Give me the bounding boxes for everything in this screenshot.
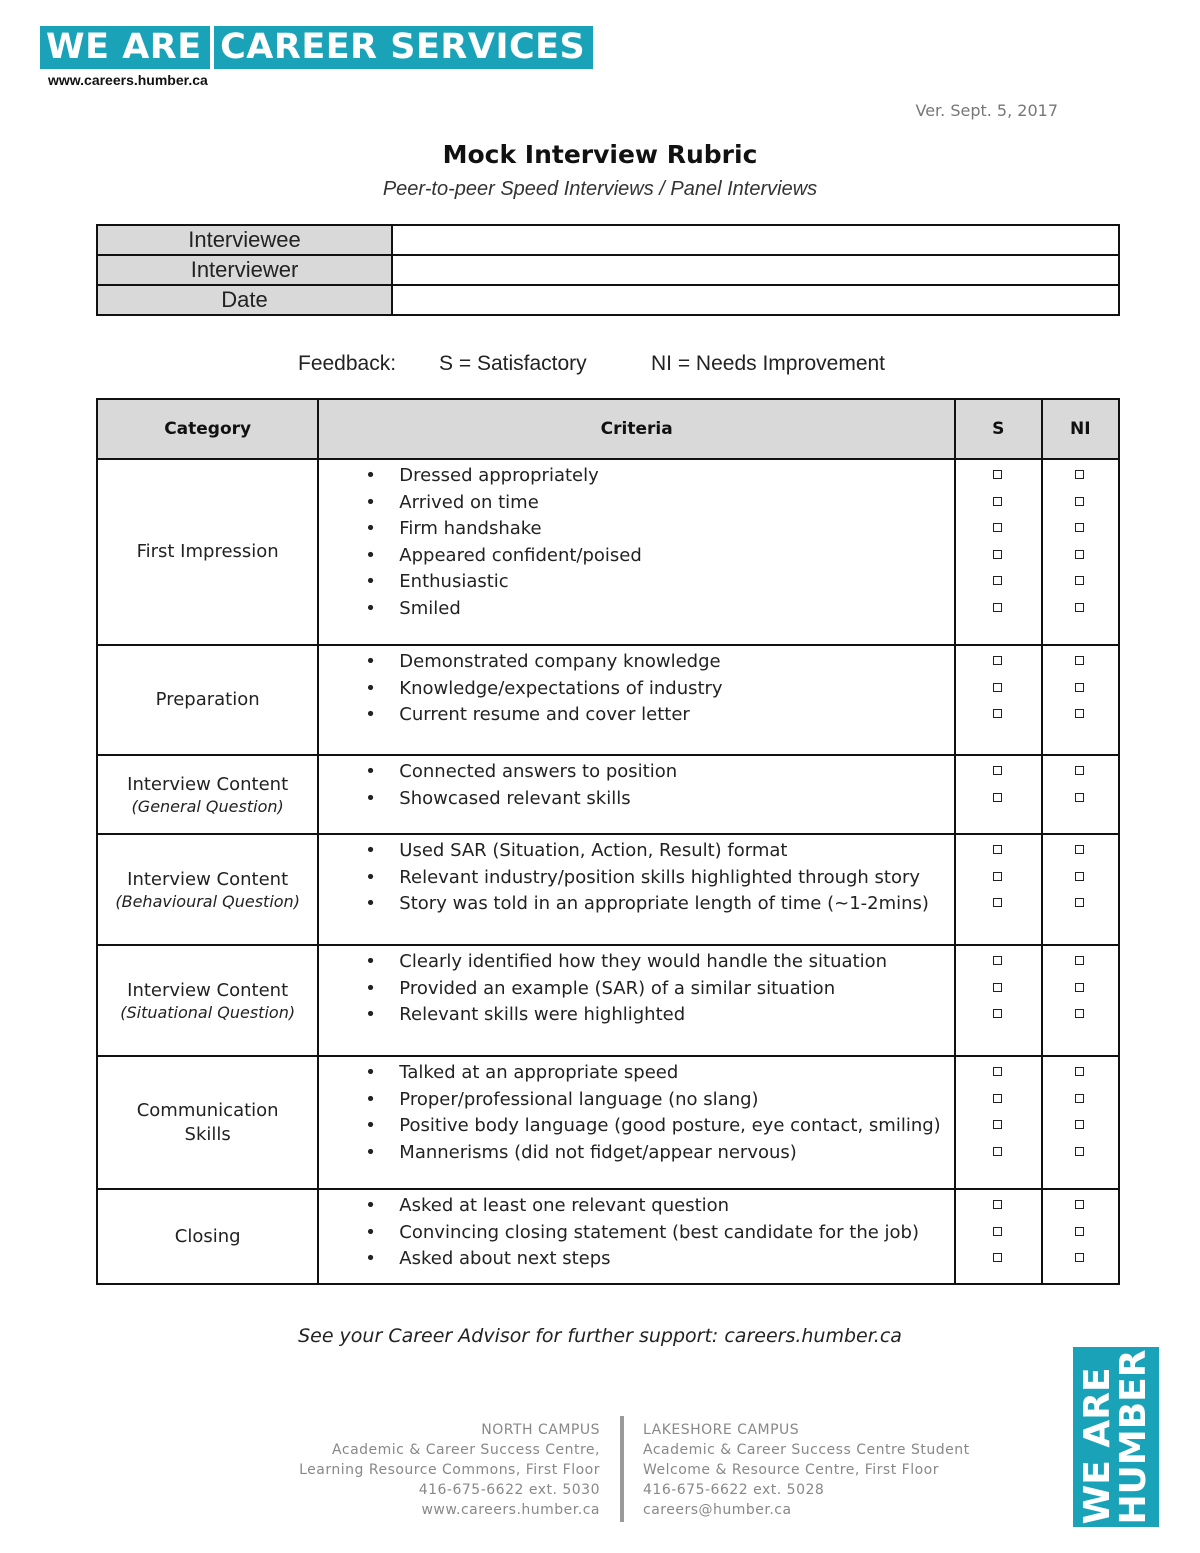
bullet-icon: • xyxy=(365,951,376,972)
checkbox-icon xyxy=(993,1200,1002,1209)
checkbox-icon xyxy=(1075,1067,1084,1076)
legend-satisfactory: S = Satisfactory xyxy=(439,352,587,375)
s-checkbox[interactable] xyxy=(956,543,1041,570)
category-label: Interview Content xyxy=(127,979,289,1001)
checkbox-icon xyxy=(993,683,1002,692)
ni-cell xyxy=(1042,834,1119,945)
criteria-text: Asked about next steps xyxy=(399,1248,611,1269)
ni-checkbox[interactable] xyxy=(1043,786,1118,813)
criteria-item xyxy=(319,676,954,703)
criteria-text: Current resume and cover letter xyxy=(399,704,690,725)
criteria-item xyxy=(319,569,954,596)
s-checkbox[interactable] xyxy=(956,1087,1041,1114)
criteria-item xyxy=(319,976,954,1003)
checkbox-icon xyxy=(1075,872,1084,881)
ni-checkbox[interactable] xyxy=(1043,490,1118,517)
ni-checkbox[interactable] xyxy=(1043,543,1118,570)
s-checkbox[interactable] xyxy=(956,949,1041,976)
ni-checkbox[interactable] xyxy=(1043,1087,1118,1114)
feedback-legend xyxy=(298,352,885,376)
ni-checkbox[interactable] xyxy=(1043,949,1118,976)
ni-checkbox[interactable] xyxy=(1043,676,1118,703)
ni-cell xyxy=(1042,645,1119,755)
s-checkbox[interactable] xyxy=(956,490,1041,517)
checkbox-icon xyxy=(1075,983,1084,992)
s-checkbox[interactable] xyxy=(956,1140,1041,1167)
criteria-item xyxy=(319,1140,954,1167)
checkbox-icon xyxy=(1075,523,1084,532)
ni-checkbox[interactable] xyxy=(1043,1002,1118,1029)
page-subtitle: Peer-to-peer Speed Interviews / Panel Interviews xyxy=(382,178,818,200)
criteria-cell xyxy=(318,1056,955,1189)
criteria-item xyxy=(319,1220,954,1247)
humber-logo-line-2: HUMBER xyxy=(1113,1349,1154,1525)
category-label: Interview Content xyxy=(127,773,289,795)
criteria-text: Showcased relevant skills xyxy=(399,787,631,809)
s-checkbox[interactable] xyxy=(956,976,1041,1003)
bullet-icon: • xyxy=(365,491,376,513)
checkbox-icon xyxy=(1075,576,1084,585)
humber-logo-text xyxy=(1077,1349,1154,1525)
criteria-item xyxy=(319,1002,954,1029)
s-cell xyxy=(955,1056,1042,1189)
criteria-item xyxy=(319,1246,954,1273)
rubric-row xyxy=(97,1056,1119,1189)
criteria-item xyxy=(319,463,954,490)
criteria-text: Enthusiastic xyxy=(399,571,509,592)
s-checkbox[interactable] xyxy=(956,569,1041,596)
ni-checkbox[interactable] xyxy=(1043,976,1118,1003)
ni-checkbox[interactable] xyxy=(1043,1140,1118,1167)
bullet-icon: • xyxy=(365,677,376,699)
checkbox-icon xyxy=(1075,956,1084,965)
criteria-text: Positive body language (good posture, eye contact, smiling) xyxy=(399,1115,941,1136)
legend-needs-improvement: NI = Needs Improvement xyxy=(651,352,886,375)
checkbox-icon xyxy=(1075,497,1084,506)
ni-checkbox[interactable] xyxy=(1043,891,1118,918)
rubric-row xyxy=(97,945,1119,1056)
criteria-item xyxy=(319,1193,954,1220)
checkbox-icon xyxy=(993,576,1002,585)
bullet-icon: • xyxy=(365,465,376,486)
s-cell xyxy=(955,755,1042,834)
ni-checkbox[interactable] xyxy=(1043,649,1118,676)
checkbox-icon xyxy=(1075,766,1084,775)
ni-checkbox[interactable] xyxy=(1043,865,1118,892)
ni-checkbox[interactable] xyxy=(1043,569,1118,596)
s-cell xyxy=(955,459,1042,645)
rubric-row xyxy=(97,755,1119,834)
support-note: See your Career Advisor for further support: careers.humber.ca xyxy=(298,1325,902,1347)
checkbox-icon xyxy=(1075,1200,1084,1209)
s-checkbox[interactable] xyxy=(956,463,1041,490)
category-cell xyxy=(97,1189,318,1284)
bullet-icon: • xyxy=(365,1248,376,1269)
criteria-text: Relevant industry/position skills highlighted through story xyxy=(399,866,921,888)
s-checkbox[interactable] xyxy=(956,838,1041,865)
ni-checkbox[interactable] xyxy=(1043,759,1118,786)
interviewer-label: Interviewer xyxy=(97,255,392,285)
bullet-icon: • xyxy=(365,840,376,861)
criteria-cell xyxy=(318,834,955,945)
category-label: Interview Content xyxy=(127,868,289,890)
s-checkbox[interactable] xyxy=(956,1002,1041,1029)
checkbox-icon xyxy=(1075,898,1084,907)
rubric-row xyxy=(97,645,1119,755)
north-campus-info xyxy=(299,1420,600,1520)
ni-checkbox[interactable] xyxy=(1043,1193,1118,1220)
s-checkbox[interactable] xyxy=(956,865,1041,892)
interviewee-field[interactable] xyxy=(392,225,1119,255)
criteria-item xyxy=(319,759,954,786)
bullet-icon: • xyxy=(365,518,376,539)
checkbox-icon xyxy=(1075,603,1084,612)
s-checkbox[interactable] xyxy=(956,1193,1041,1220)
logo-line-1: WE ARE xyxy=(40,26,210,69)
criteria-item xyxy=(319,1113,954,1140)
category-question-type: (Behavioural Question) xyxy=(115,891,300,911)
bullet-icon: • xyxy=(365,1004,376,1025)
ni-checkbox[interactable] xyxy=(1043,516,1118,543)
checkbox-icon xyxy=(993,872,1002,881)
rubric-row xyxy=(97,834,1119,945)
checkbox-icon xyxy=(993,1094,1002,1103)
criteria-item xyxy=(319,1060,954,1087)
bullet-icon: • xyxy=(365,866,376,888)
checkbox-icon xyxy=(993,1009,1002,1018)
category-question-type: (Situational Question) xyxy=(120,1002,296,1022)
criteria-text: Relevant skills were highlighted xyxy=(399,1004,686,1025)
checkbox-icon xyxy=(1075,1147,1084,1156)
bullet-icon: • xyxy=(365,597,376,619)
checkbox-icon xyxy=(993,1067,1002,1076)
criteria-text: Proper/professional language (no slang) xyxy=(399,1088,759,1110)
lakeshore-campus-title: LAKESHORE CAMPUS xyxy=(643,1422,800,1438)
category-cell xyxy=(97,1056,318,1189)
criteria-text: Firm handshake xyxy=(399,518,542,539)
category-cell xyxy=(97,459,318,645)
s-checkbox[interactable] xyxy=(956,676,1041,703)
ni-checkbox[interactable] xyxy=(1043,1113,1118,1140)
criteria-item xyxy=(319,838,954,865)
checkbox-icon xyxy=(1075,793,1084,802)
criteria-text: Appeared confident/poised xyxy=(399,544,642,566)
footer-divider xyxy=(620,1416,624,1522)
category-cell xyxy=(97,755,318,834)
category-cell xyxy=(97,645,318,755)
ni-cell xyxy=(1042,945,1119,1056)
checkbox-icon xyxy=(993,470,1002,479)
ni-checkbox[interactable] xyxy=(1043,596,1118,623)
s-checkbox[interactable] xyxy=(956,702,1041,729)
bullet-icon: • xyxy=(365,761,376,782)
checkbox-icon xyxy=(993,983,1002,992)
criteria-header: Criteria xyxy=(318,399,955,459)
checkbox-icon xyxy=(993,793,1002,802)
category-label: Preparation xyxy=(155,689,260,710)
bullet-icon: • xyxy=(365,893,376,914)
humber-logo-line-1: WE ARE xyxy=(1077,1367,1118,1525)
category-question-type: (General Question) xyxy=(131,796,284,816)
checkbox-icon xyxy=(1075,1253,1084,1262)
category-label: First Impression xyxy=(136,541,279,562)
s-checkbox[interactable] xyxy=(956,516,1041,543)
ni-checkbox[interactable] xyxy=(1043,702,1118,729)
interviewer-field[interactable] xyxy=(392,255,1119,285)
criteria-item xyxy=(319,596,954,623)
north-campus-line: Learning Resource Commons, First Floor xyxy=(299,1462,600,1478)
bullet-icon: • xyxy=(365,544,376,566)
logo-line-2: CAREER SERVICES xyxy=(214,26,593,69)
s-checkbox[interactable] xyxy=(956,649,1041,676)
category-label: Closing xyxy=(174,1225,241,1247)
checkbox-icon xyxy=(993,523,1002,532)
rubric-header-row xyxy=(97,399,1119,459)
we-are-humber-logo xyxy=(1073,1347,1159,1527)
criteria-text: Talked at an appropriate speed xyxy=(399,1062,679,1083)
s-checkbox[interactable] xyxy=(956,1113,1041,1140)
criteria-text: Demonstrated company knowledge xyxy=(399,651,721,672)
s-cell xyxy=(955,645,1042,755)
lakeshore-campus-info xyxy=(643,1420,970,1520)
criteria-text: Connected answers to position xyxy=(399,761,678,782)
checkbox-icon xyxy=(993,766,1002,775)
checkbox-icon xyxy=(1075,656,1084,665)
bullet-icon: • xyxy=(365,1115,376,1136)
criteria-item xyxy=(319,649,954,676)
checkbox-icon xyxy=(1075,709,1084,718)
ni-cell xyxy=(1042,459,1119,645)
lakeshore-campus-phone: 416-675-6622 ext. 5028 xyxy=(643,1482,825,1498)
page-title: Mock Interview Rubric xyxy=(442,140,758,169)
north-campus-line: Academic & Career Success Centre, xyxy=(332,1442,600,1458)
criteria-text: Story was told in an appropriate length of time (~1-2mins) xyxy=(399,893,929,914)
s-checkbox[interactable] xyxy=(956,1220,1041,1247)
criteria-item xyxy=(319,702,954,729)
bullet-icon: • xyxy=(365,787,376,809)
lakeshore-campus-email[interactable]: careers@humber.ca xyxy=(643,1502,792,1518)
ni-header: NI xyxy=(1042,399,1119,459)
criteria-text: Dressed appropriately xyxy=(399,465,599,486)
rubric-row xyxy=(97,1189,1119,1284)
criteria-text: Arrived on time xyxy=(399,491,539,513)
s-cell xyxy=(955,1189,1042,1284)
criteria-item xyxy=(319,543,954,570)
criteria-cell xyxy=(318,645,955,755)
bullet-icon: • xyxy=(365,1088,376,1110)
checkbox-icon xyxy=(993,497,1002,506)
criteria-item xyxy=(319,949,954,976)
checkbox-icon xyxy=(993,1253,1002,1262)
criteria-item xyxy=(319,891,954,918)
checkbox-icon xyxy=(1075,683,1084,692)
category-header: Category xyxy=(97,399,318,459)
bullet-icon: • xyxy=(365,571,376,592)
lakeshore-campus-line: Welcome & Resource Centre, First Floor xyxy=(643,1462,939,1478)
criteria-text: Smiled xyxy=(399,597,461,619)
criteria-text: Mannerisms (did not fidget/appear nervous) xyxy=(399,1141,797,1163)
category-cell xyxy=(97,834,318,945)
interviewee-label: Interviewee xyxy=(97,225,392,255)
ni-checkbox[interactable] xyxy=(1043,1060,1118,1087)
bullet-icon: • xyxy=(365,651,376,672)
checkbox-icon xyxy=(993,656,1002,665)
checkbox-icon xyxy=(1075,1009,1084,1018)
ni-checkbox[interactable] xyxy=(1043,1246,1118,1273)
category-label: Communication Skills xyxy=(136,1099,279,1145)
criteria-cell xyxy=(318,945,955,1056)
s-checkbox[interactable] xyxy=(956,759,1041,786)
s-header: S xyxy=(955,399,1042,459)
version-label: Ver. Sept. 5, 2017 xyxy=(915,101,1058,120)
criteria-cell xyxy=(318,755,955,834)
ni-cell xyxy=(1042,755,1119,834)
s-checkbox[interactable] xyxy=(956,786,1041,813)
bullet-icon: • xyxy=(365,1062,376,1083)
criteria-cell xyxy=(318,459,955,645)
info-row xyxy=(97,225,1119,255)
s-checkbox[interactable] xyxy=(956,891,1041,918)
checkbox-icon xyxy=(1075,1227,1084,1236)
career-services-logo xyxy=(40,26,593,88)
north-campus-website[interactable]: www.careers.humber.ca xyxy=(421,1502,600,1518)
checkbox-icon xyxy=(993,845,1002,854)
ni-checkbox[interactable] xyxy=(1043,1220,1118,1247)
north-campus-title: NORTH CAMPUS xyxy=(481,1422,600,1438)
s-cell xyxy=(955,945,1042,1056)
criteria-text: Knowledge/expectations of industry xyxy=(399,677,723,699)
lakeshore-campus-line: Academic & Career Success Centre Student xyxy=(643,1442,970,1458)
checkbox-icon xyxy=(993,1147,1002,1156)
interview-info-table xyxy=(96,224,1120,316)
checkbox-icon xyxy=(993,1227,1002,1236)
legend-prefix: Feedback: xyxy=(298,352,397,375)
bullet-icon: • xyxy=(365,1141,376,1163)
criteria-text: Convincing closing statement (best candidate for the job) xyxy=(399,1221,919,1243)
checkbox-icon xyxy=(993,550,1002,559)
criteria-text: Provided an example (SAR) of a similar situation xyxy=(399,977,836,999)
bullet-icon: • xyxy=(365,977,376,999)
checkbox-icon xyxy=(993,603,1002,612)
info-row xyxy=(97,285,1119,315)
ni-cell xyxy=(1042,1056,1119,1189)
info-row xyxy=(97,255,1119,285)
ni-checkbox[interactable] xyxy=(1043,838,1118,865)
checkbox-icon xyxy=(1075,550,1084,559)
criteria-item xyxy=(319,1087,954,1114)
criteria-text: Clearly identified how they would handle the situation xyxy=(399,951,888,972)
north-campus-phone: 416-675-6622 ext. 5030 xyxy=(418,1482,600,1498)
rubric-table xyxy=(96,398,1120,1285)
checkbox-icon xyxy=(1075,1094,1084,1103)
criteria-item xyxy=(319,516,954,543)
bullet-icon: • xyxy=(365,1195,376,1216)
date-field[interactable] xyxy=(392,285,1119,315)
s-checkbox[interactable] xyxy=(956,1246,1041,1273)
checkbox-icon xyxy=(993,956,1002,965)
checkbox-icon xyxy=(1075,470,1084,479)
checkbox-icon xyxy=(993,709,1002,718)
criteria-item xyxy=(319,786,954,813)
rubric-row xyxy=(97,459,1119,645)
criteria-text: Asked at least one relevant question xyxy=(399,1195,730,1216)
logo-url: www.careers.humber.ca xyxy=(48,72,208,88)
criteria-cell xyxy=(318,1189,955,1284)
criteria-text: Used SAR (Situation, Action, Result) format xyxy=(399,840,788,861)
checkbox-icon xyxy=(993,1120,1002,1129)
criteria-item xyxy=(319,490,954,517)
s-checkbox[interactable] xyxy=(956,596,1041,623)
checkbox-icon xyxy=(1075,1120,1084,1129)
checkbox-icon xyxy=(993,898,1002,907)
s-checkbox[interactable] xyxy=(956,1060,1041,1087)
checkbox-icon xyxy=(1075,845,1084,854)
ni-checkbox[interactable] xyxy=(1043,463,1118,490)
bullet-icon: • xyxy=(365,1221,376,1243)
s-cell xyxy=(955,834,1042,945)
bullet-icon: • xyxy=(365,704,376,725)
category-cell xyxy=(97,945,318,1056)
date-label: Date xyxy=(97,285,392,315)
ni-cell xyxy=(1042,1189,1119,1284)
criteria-item xyxy=(319,865,954,892)
